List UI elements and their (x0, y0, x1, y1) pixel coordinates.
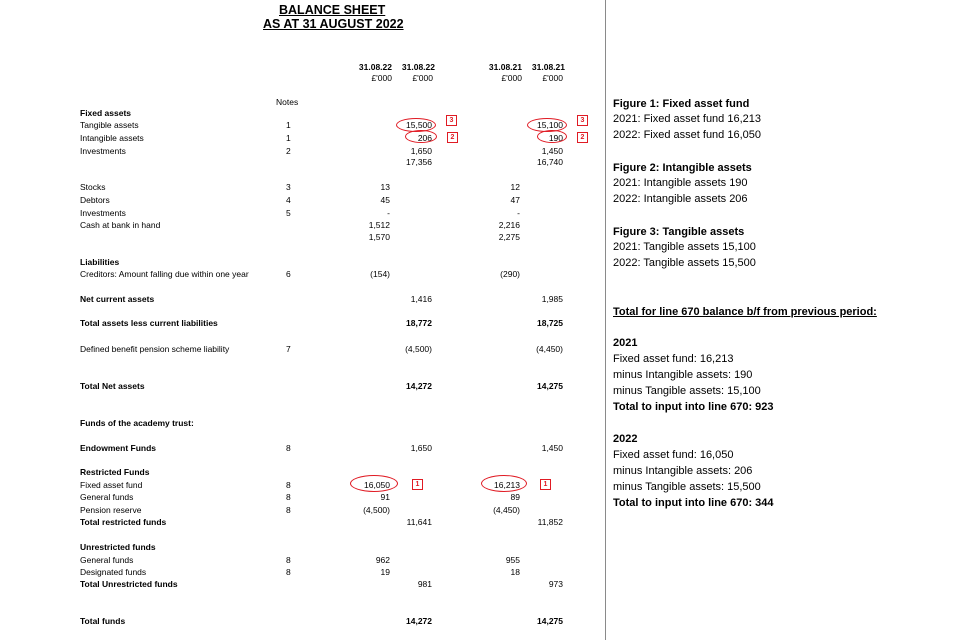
row-value-c4: 16,740 (537, 157, 563, 167)
col3-unit: £'000 (501, 73, 522, 83)
row-value-c1: 45 (380, 195, 390, 205)
row-value-c2: 1,416 (410, 294, 432, 304)
row-label: Investments (80, 146, 126, 156)
figure-3-badge: 3 (446, 115, 457, 126)
row-label: Cash at bank in hand (80, 220, 161, 230)
figure-1-badge: 1 (540, 479, 551, 490)
row-label: General funds (80, 555, 134, 565)
figure-1-line: 2022: Fixed asset fund 16,050 (613, 129, 761, 141)
row-label: Restricted Funds (80, 467, 150, 477)
row-note: 4 (286, 195, 291, 205)
col2-date: 31.08.22 (401, 62, 435, 72)
row-value-c1: - (387, 208, 390, 218)
figure-3-line: 2021: Tangible assets 15,100 (613, 241, 756, 253)
row-label: Tangible assets (80, 120, 139, 130)
calc-2021-year: 2021 (613, 337, 638, 349)
row-value-c1: (154) (370, 269, 390, 279)
row-note: 8 (286, 567, 291, 577)
calc-2021-line: minus Tangible assets: 15,100 (613, 385, 761, 397)
row-label: Intangible assets (80, 133, 144, 143)
row-label: Defined benefit pension scheme liability (80, 344, 230, 354)
row-label: Total assets less current liabilities (80, 318, 218, 328)
figure-1-title: Figure 1: Fixed asset fund (613, 98, 750, 110)
col4-date: 31.08.21 (531, 62, 565, 72)
row-value-c1: 91 (380, 492, 390, 502)
highlight-intangible-2022 (405, 130, 437, 143)
col1-date: 31.08.22 (358, 62, 392, 72)
col1-unit: £'000 (371, 73, 392, 83)
row-note: 5 (286, 208, 291, 218)
sheet-title: BALANCE SHEET (279, 3, 386, 17)
row-label: Total restricted funds (80, 517, 167, 527)
row-note: 7 (286, 344, 291, 354)
figure-3-title: Figure 3: Tangible assets (613, 226, 745, 238)
row-value-c3: 2,216 (498, 220, 520, 230)
row-value-c4: 14,275 (537, 381, 563, 391)
row-value-c2: 1,650 (410, 146, 432, 156)
row-value-c4: 18,725 (537, 318, 563, 328)
row-value-c4: 15,100 (537, 120, 563, 130)
row-value-c4: 973 (548, 579, 563, 589)
notes-header: Notes (276, 97, 299, 107)
row-label: Total Net assets (80, 381, 145, 391)
highlight-intangible-2021 (537, 130, 567, 143)
calc-2021-total: Total to input into line 670: 923 (613, 401, 774, 413)
row-label: Funds of the academy trust: (80, 418, 194, 428)
row-label: Creditors: Amount falling due within one year (80, 269, 249, 279)
figure-1-badge: 1 (412, 479, 423, 490)
row-note: 1 (286, 120, 291, 130)
col2-unit: £'000 (412, 73, 433, 83)
calc-2022-line: minus Intangible assets: 206 (613, 465, 753, 477)
calc-2022-total: Total to input into line 670: 344 (613, 497, 774, 509)
row-value-c4: 1,450 (541, 146, 563, 156)
row-label: Investments (80, 208, 126, 218)
row-label: Designated funds (80, 567, 147, 577)
figure-2-badge: 2 (447, 132, 458, 143)
row-value-c1: 16,050 (364, 480, 390, 490)
row-value-c1: 1,512 (368, 220, 390, 230)
figure-2-badge: 2 (577, 132, 588, 143)
row-note: 1 (286, 133, 291, 143)
row-value-c1: 962 (375, 555, 390, 565)
row-note: 2 (286, 146, 291, 156)
row-note: 8 (286, 505, 291, 515)
row-label: Total funds (80, 616, 126, 626)
row-note: 8 (286, 443, 291, 453)
row-label: General funds (80, 492, 134, 502)
row-value-c3: (4,450) (493, 505, 520, 515)
row-label: Debtors (80, 195, 110, 205)
figure-2-title: Figure 2: Intangible assets (613, 162, 752, 174)
row-value-c3: 47 (510, 195, 520, 205)
row-value-c2: 206 (417, 133, 432, 143)
row-value-c4: 11,852 (537, 517, 563, 527)
sheet-subtitle: AS AT 31 AUGUST 2022 (263, 17, 404, 31)
row-value-c3: 18 (510, 567, 520, 577)
row-label: Stocks (80, 182, 106, 192)
row-value-c4: (4,450) (536, 344, 563, 354)
row-label: Fixed asset fund (80, 480, 143, 490)
row-value-c3: - (517, 208, 520, 218)
calc-2021-line: Fixed asset fund: 16,213 (613, 353, 734, 365)
row-value-c4: 1,985 (541, 294, 563, 304)
row-label: Pension reserve (80, 505, 142, 515)
row-value-c3: 16,213 (494, 480, 520, 490)
row-value-c2: 981 (417, 579, 432, 589)
row-value-c3: 2,275 (498, 232, 520, 242)
figure-3-badge: 3 (577, 115, 588, 126)
row-value-c2: (4,500) (405, 344, 432, 354)
row-value-c4: 190 (548, 133, 563, 143)
row-value-c1: 19 (380, 567, 390, 577)
row-value-c3: 89 (510, 492, 520, 502)
row-value-c3: (290) (500, 269, 520, 279)
row-label: Net current assets (80, 294, 155, 304)
row-value-c4: 1,450 (541, 443, 563, 453)
row-value-c2: 1,650 (410, 443, 432, 453)
row-value-c4: 14,275 (537, 616, 563, 626)
row-label: Unrestricted funds (80, 542, 156, 552)
col3-date: 31.08.21 (488, 62, 522, 72)
row-value-c2: 11,641 (406, 517, 432, 527)
highlight-fixed-asset-2022 (350, 475, 398, 492)
row-value-c1: 1,570 (368, 232, 390, 242)
calc-2021-line: minus Intangible assets: 190 (613, 369, 753, 381)
row-label: Fixed assets (80, 108, 132, 118)
row-value-c2: 14,272 (406, 381, 432, 391)
calc-2022-line: Fixed asset fund: 16,050 (613, 449, 734, 461)
row-label: Endowment Funds (80, 443, 157, 453)
row-note: 3 (286, 182, 291, 192)
row-label: Liabilities (80, 257, 120, 267)
figure-3-line: 2022: Tangible assets 15,500 (613, 257, 756, 269)
row-value-c1: (4,500) (363, 505, 390, 515)
row-note: 8 (286, 555, 291, 565)
vertical-divider (605, 0, 606, 640)
total-line-670-heading: Total for line 670 balance b/f from previous period: (613, 306, 877, 318)
row-note: 6 (286, 269, 291, 279)
row-value-c2: 15,500 (406, 120, 432, 130)
row-value-c2: 18,772 (406, 318, 432, 328)
calc-2022-line: minus Tangible assets: 15,500 (613, 481, 761, 493)
figure-2-line: 2022: Intangible assets 206 (613, 193, 748, 205)
row-note: 8 (286, 480, 291, 490)
row-value-c3: 12 (510, 182, 520, 192)
figure-1-line: 2021: Fixed asset fund 16,213 (613, 113, 761, 125)
calc-2022-year: 2022 (613, 433, 638, 445)
row-value-c3: 955 (505, 555, 520, 565)
highlight-fixed-asset-2021 (481, 475, 527, 492)
figure-2-line: 2021: Intangible assets 190 (613, 177, 748, 189)
row-value-c2: 14,272 (406, 616, 432, 626)
row-value-c2: 17,356 (406, 157, 432, 167)
row-label: Total Unrestricted funds (80, 579, 178, 589)
row-note: 8 (286, 492, 291, 502)
row-value-c1: 13 (380, 182, 390, 192)
col4-unit: £'000 (542, 73, 563, 83)
